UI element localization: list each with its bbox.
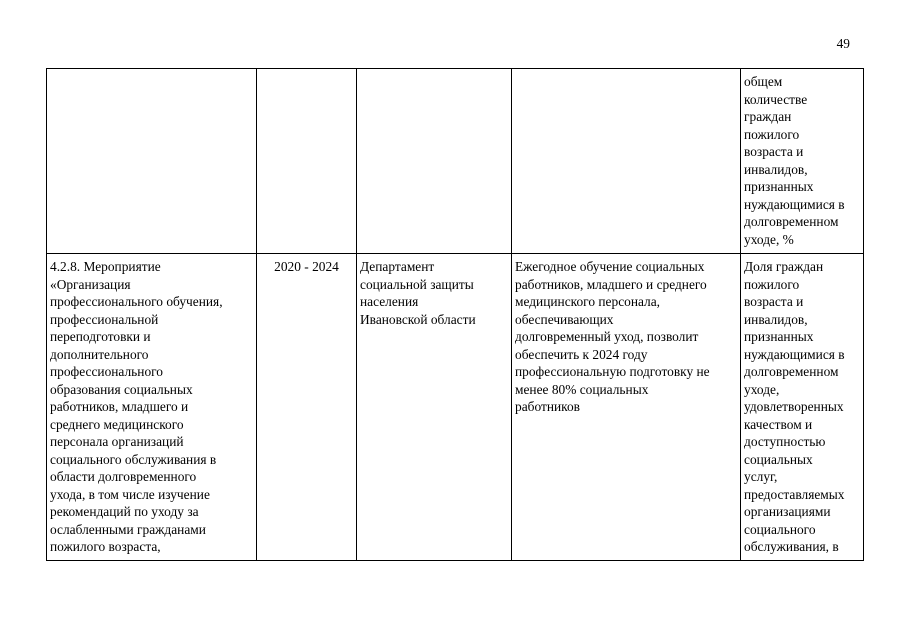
table-cell-activity bbox=[47, 69, 257, 254]
table-cell-result bbox=[512, 254, 741, 561]
table-cell-result bbox=[512, 69, 741, 254]
cell-text: Департамент социальной защиты населения Ивановской области bbox=[360, 259, 476, 327]
table-cell-indicator bbox=[741, 69, 864, 254]
cell-text: Ежегодное обучение социальных работников, младшего и среднего медицинского персонала, обеспечивающих долговременный уход, позволит обеспечить к 2024 году профессиональную подготовку не менее 80% социальных работников bbox=[515, 259, 710, 414]
table-cell-executor bbox=[357, 69, 512, 254]
cell-text: общем количестве граждан пожилого возраста и инвалидов, признанных нуждающимися в долговременном уходе, % bbox=[744, 74, 845, 247]
table-row bbox=[47, 69, 864, 254]
cell-text: 2020 - 2024 bbox=[274, 259, 339, 274]
page-number: 49 bbox=[836, 36, 850, 51]
cell-text: Доля граждан пожилого возраста и инвалидов, признанных нуждающимися в долговременном уходе, удовлетворенных качеством и доступностью социальных услуг, предоставляемых организациями социального обслуживания, в bbox=[744, 259, 845, 554]
table-cell-indicator bbox=[741, 254, 864, 561]
table-cell-executor bbox=[357, 254, 512, 561]
program-table bbox=[46, 68, 864, 561]
cell-text: 4.2.8. Мероприятие «Организация профессионального обучения, профессиональной переподготовки и дополнительного профессионального образования социальных работников, младшего и среднего медицинского персонала организаций социального обслуживания в области долговременного ухода, в том числе изучение рекомендаций по уходу за ослабленными гражданами пожилого возраста, bbox=[50, 259, 223, 554]
table-cell-period bbox=[257, 254, 357, 561]
table-cell-period bbox=[257, 69, 357, 254]
table-row bbox=[47, 254, 864, 561]
table-cell-activity bbox=[47, 254, 257, 561]
